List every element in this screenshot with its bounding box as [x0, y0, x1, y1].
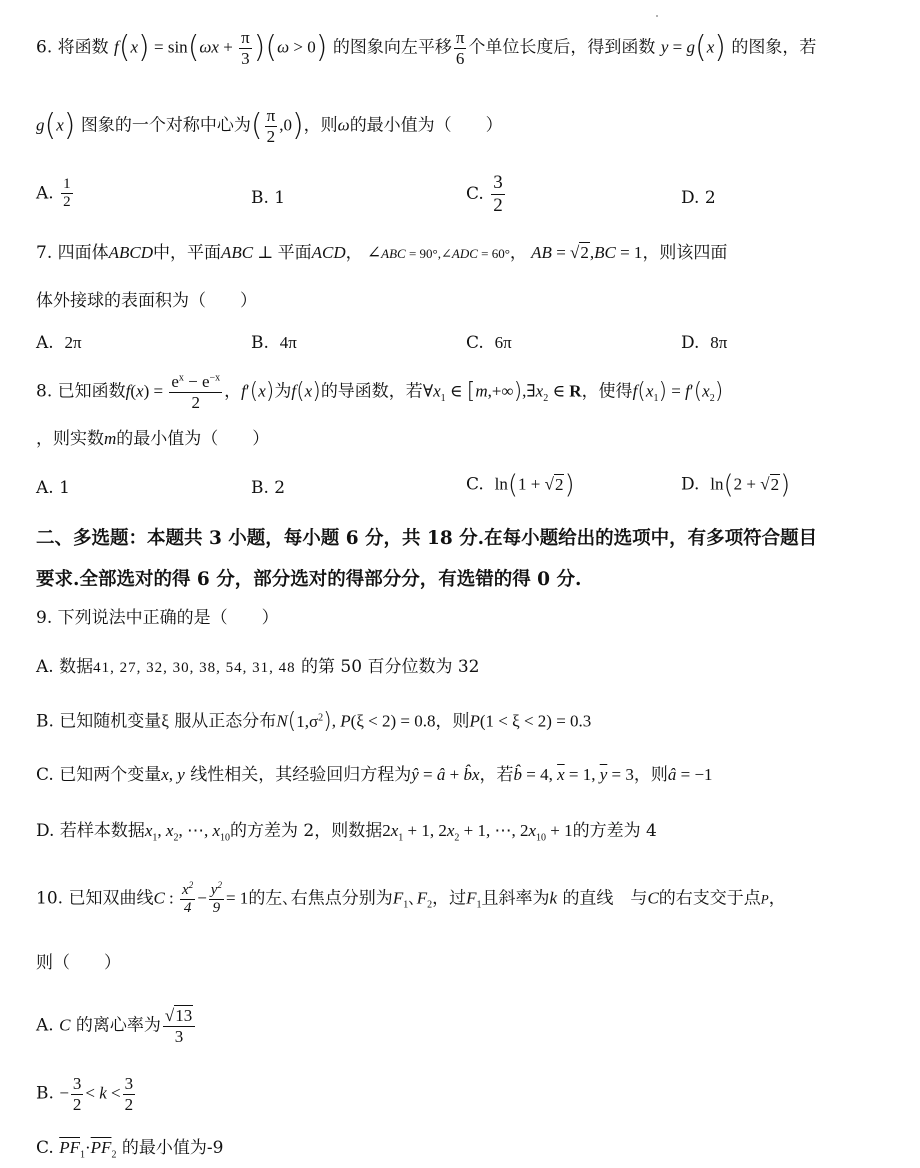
q7-option-a: A. 2π: [36, 333, 82, 353]
q6-option-a: A. $\frac{1}{2}$: [36, 176, 71, 211]
q8-option-a: A. 1: [36, 478, 70, 498]
q7-option-b: B. 4π: [251, 333, 297, 353]
q7-option-c: C. 6π: [466, 333, 512, 353]
q9-option-a: A. 数据41, 27, 32, 30, 38, 54, 31, 48 的第 50 百分位数为 32: [36, 657, 480, 677]
q6-line2: g(x) 图象的一个对称中心为( $\frac{\pi}{2}$ ,0)，则ω的最小值为（ ）: [36, 106, 503, 146]
q10-line2: 则（ ）: [36, 953, 121, 973]
q6-option-b: B. 1: [251, 188, 286, 208]
q9-option-d: D. 若样本数据$x_1$, $x_2$, ⋯, $x_{10}$的方差为 2，则数据$2x_1 + 1$, $2x_2 + 1$, ⋯, $2x_{10} + 1$的方差为 4: [36, 821, 657, 844]
scan-speck: [656, 15, 658, 17]
q9-stem: 9. 下列说法中正确的是（ ）: [36, 608, 279, 628]
q10-line1: 10. 已知双曲线C : $\frac{x^2}{4}$ − $\frac{y^2}{9}$ = 1的左､右焦点分别为$F_1$､$F_2$，过$F_1$且斜率为k 的直线 与C的右支交于点P，: [36, 880, 786, 917]
section2-heading-line1: 二、多选题：本题共 3 小题，每小题 6 分，共 18 分.在每小题给出的选项中，有多项符合题目: [36, 528, 818, 549]
q6-line1: 6. 将函数 f(x) = sin(ωx + $\frac{\pi}{3}$ )(ω > 0) 的图象向左平移 $\frac{\pi}{6}$ 个单位长度后，得到函数 y = g(x) 的图象，若: [36, 28, 817, 68]
q8-option-c: C. ln(1 + √2): [466, 470, 575, 500]
q6-option-d: D. 2: [681, 188, 716, 208]
q7-line2: 体外接球的表面积为（ ）: [36, 291, 257, 311]
q8-line1: 8. 已知函数f(x) = $\frac{e^x - e^{-x}}{2}$ ，f′(x)为f(x)的导函数，若$\forall x_1$ ∈ $[m,+\infty),\exists x_2$ ∈ R，使得$f(x_1) = f'(x_2)$: [36, 372, 724, 412]
q9-option-b: B. 已知随机变量ξ 服从正态分布$N(1,\sigma^2)$, P(ξ < 2) = 0.8，则P(1 < ξ < 2) = 0.3: [36, 709, 592, 734]
q8-option-d: D. ln(2 + √2): [681, 470, 791, 500]
q10-option-a: A. C 的离心率为 $\frac{√13}{3}$: [36, 1006, 197, 1046]
q8-option-b: B. 2: [251, 478, 286, 498]
q6-option-c: C. $\frac{3}{2}$: [466, 172, 503, 216]
q8-line2: ，则实数m的最小值为（ ）: [36, 429, 270, 449]
q10-option-b: B. − $\frac{3}{2}$ < k < $\frac{3}{2}$: [36, 1074, 134, 1114]
q9-option-c: C. 已知两个变量x, y 线性相关，其经验回归方程为ŷ = â + b̂x，若b̂ = 4, $\overline{x} = 1$, $\overline{y} = 3$，则â = −1: [36, 765, 713, 785]
section2-heading-line2: 要求.全部选对的得 6 分，部分选对的得部分分，有选错的得 0 分.: [36, 569, 582, 590]
q7-option-d: D. 8π: [681, 333, 728, 353]
q7-line1: 7. 四面体ABCD中，平面ABC ⊥ 平面ACD， ∠ABC = 90°,∠ADC = 60°， AB = √2,BC = 1，则该四面: [36, 243, 728, 263]
q10-option-c: C. $\overline{PF}_1\cdot\overline{PF}_2$ 的最小值为-9: [36, 1138, 224, 1161]
